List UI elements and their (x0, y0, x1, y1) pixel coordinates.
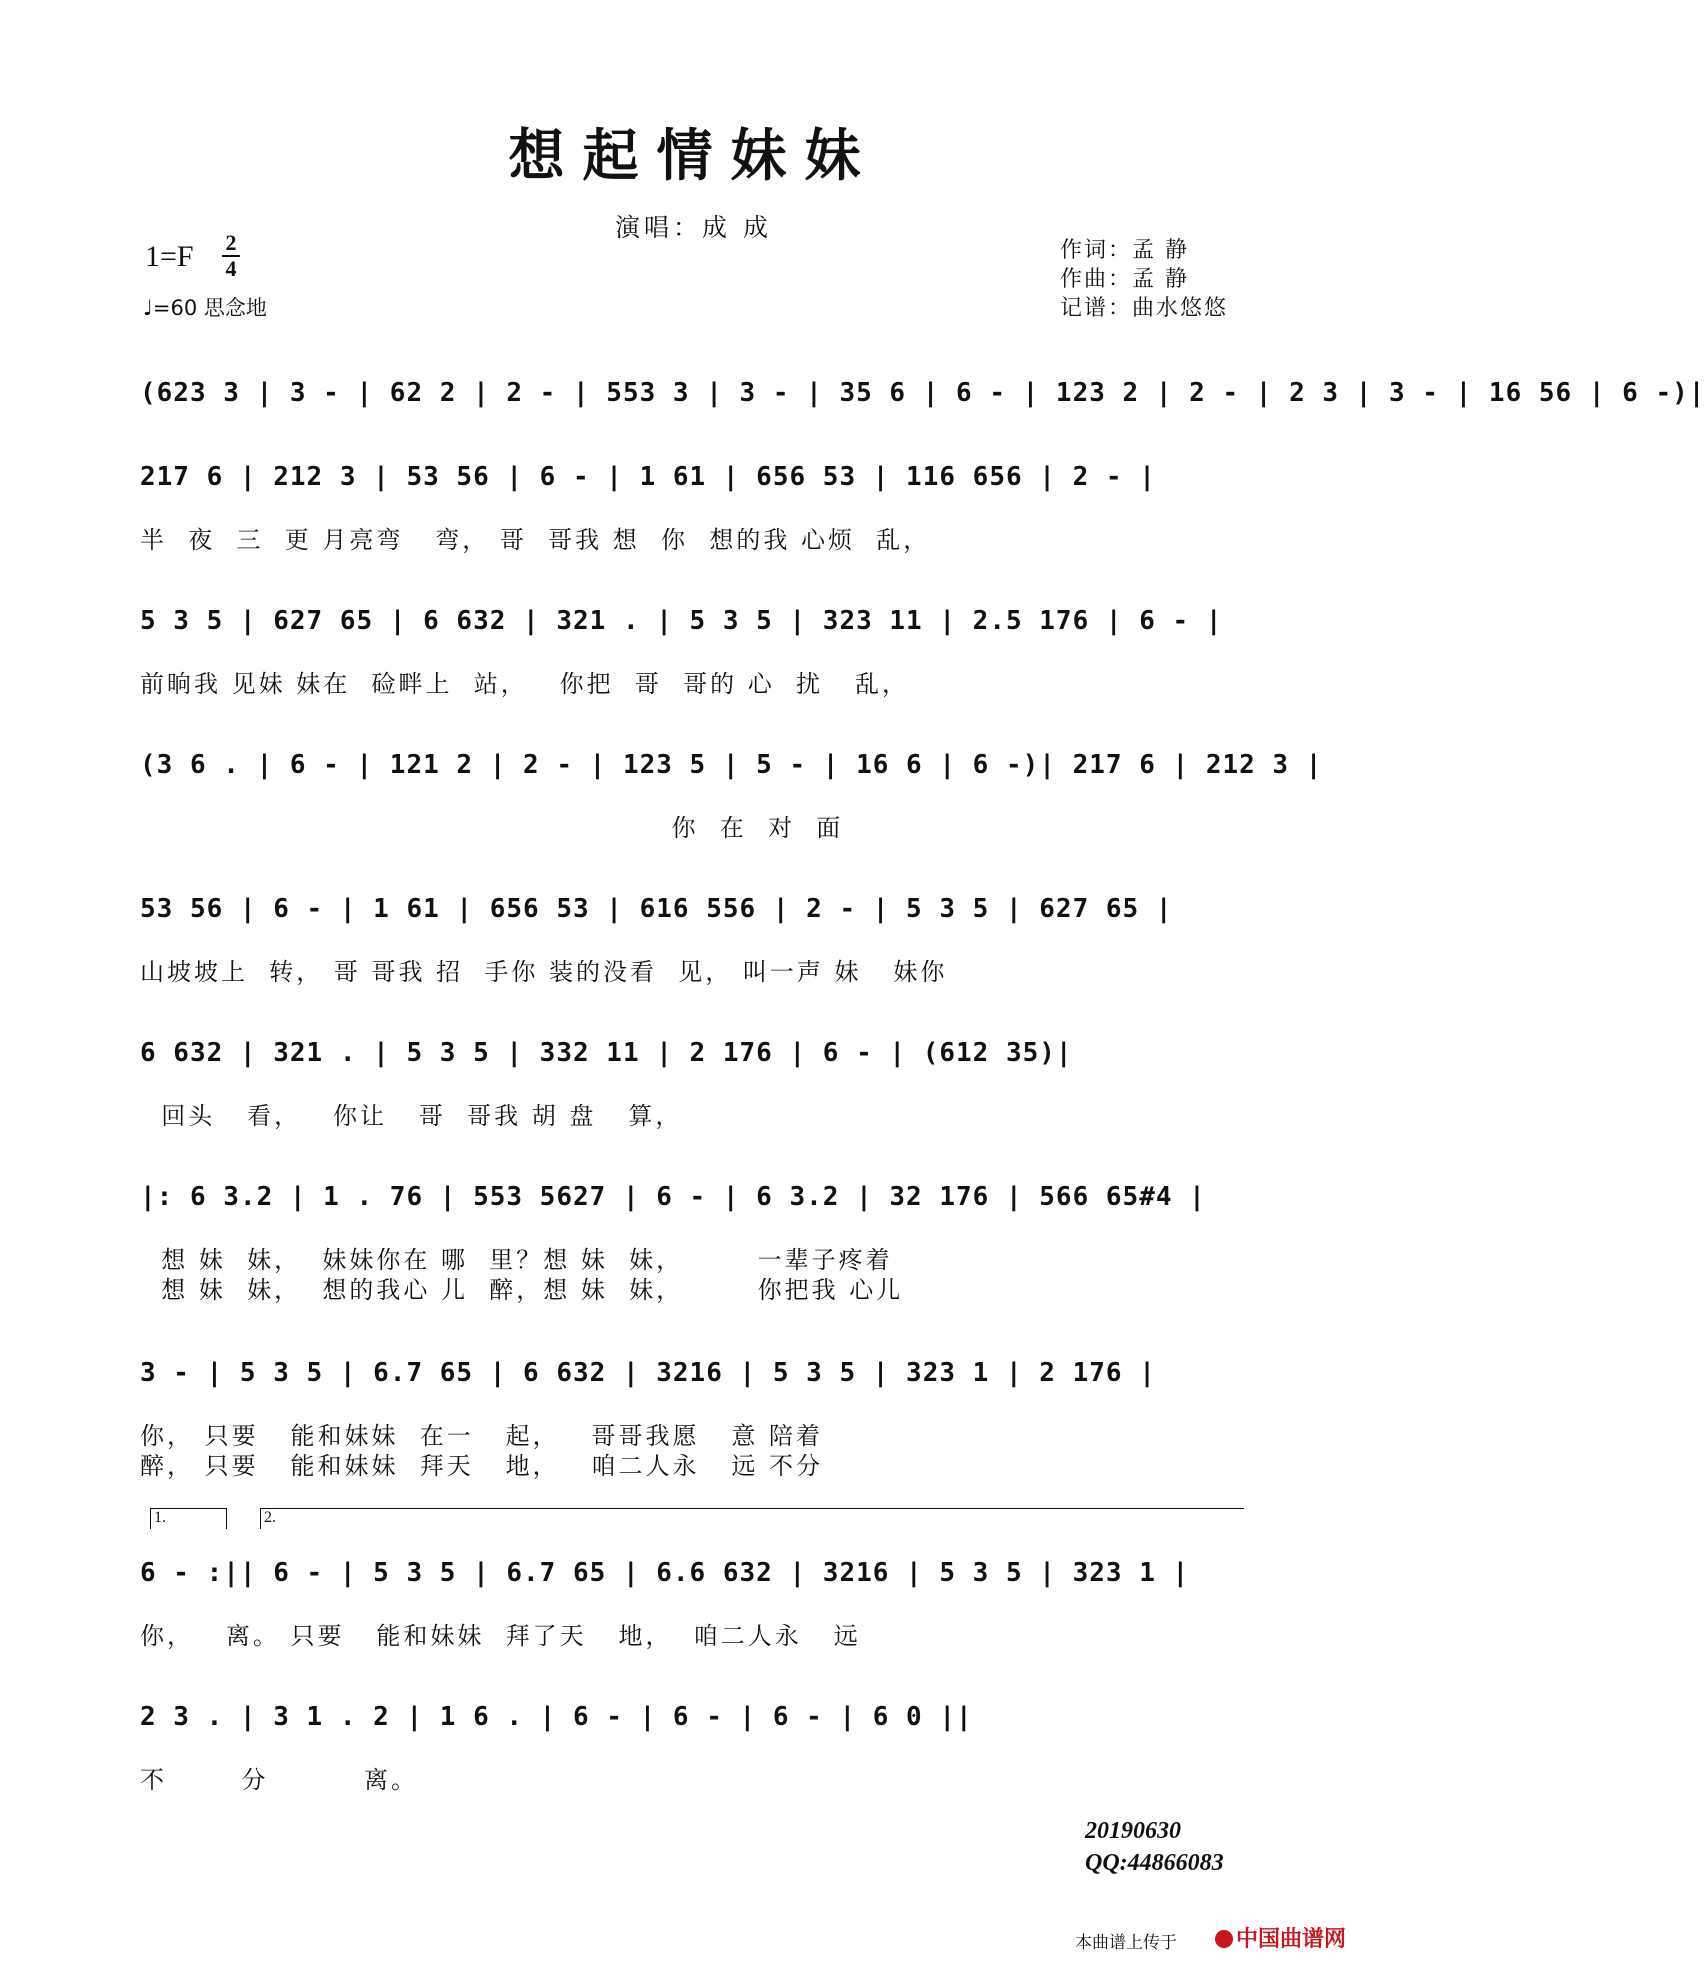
date-stamp: 20190630 (1085, 1818, 1181, 1844)
lyricist-credit: 作词：孟 静 (1060, 238, 1189, 263)
notation-line-1: (623 3 | 3 - | 62 2 | 2 - | 553 3 | 3 - | 35 6 | 6 - | 123 2 | 2 - | 2 3 | 3 - | 16 56 | 6 -)| (140, 378, 1705, 408)
notation-line-4: (3 6 . | 6 - | 121 2 | 2 - | 123 5 | 5 - | 16 6 | 6 -)| 217 6 | 212 3 | (140, 750, 1323, 780)
lyric-line-7-verse-1: 想 妹 妹， 妹妹你在 哪 里？想 妹 妹， 一辈子疼着 (140, 1246, 893, 1274)
notation-line-7: |: 6 3.2 | 1 . 76 | 553 5627 | 6 - | 6 3.2 | 32 176 | 566 65#4 | (140, 1182, 1206, 1212)
first-ending-bracket: 1. (150, 1508, 227, 1529)
time-signature-bottom: 4 (225, 256, 237, 281)
lyric-line-4: 你 在 对 面 (140, 814, 844, 842)
lyric-line-10: 不 分 离。 (140, 1766, 419, 1794)
volta-brackets (150, 1508, 1240, 1538)
notation-line-5: 53 56 | 6 - | 1 61 | 656 53 | 616 556 | 2 - | 5 3 5 | 627 65 | (140, 894, 1173, 924)
upload-note: 本曲谱上传于 (1075, 1933, 1177, 1953)
tempo-marking: ♩=60 思念地 (143, 296, 267, 320)
lyric-line-9: 你， 离。 只要 能和妹妹 拜了天 地， 咱二人永 远 (140, 1622, 861, 1650)
notation-line-10: 2 3 . | 3 1 . 2 | 1 6 . | 6 - | 6 - | 6 - | 6 0 || (140, 1702, 973, 1732)
notation-line-9: 6 - :|| 6 - | 5 3 5 | 6.7 65 | 6.6 632 | 3216 | 5 3 5 | 323 1 | (140, 1558, 1190, 1588)
lyric-line-8-verse-2: 醉， 只要 能和妹妹 拜天 地， 咱二人永 远 不分 (140, 1452, 824, 1480)
lyric-line-6: 回头 看， 你让 哥 哥我 胡 盘 算， (140, 1102, 683, 1130)
lyric-line-7-verse-2: 想 妹 妹， 想的我心 儿 醉，想 妹 妹， 你把我 心儿 (140, 1276, 904, 1304)
transcriber-credit: 记谱：曲水悠悠 (1060, 296, 1229, 321)
time-signature (222, 232, 240, 280)
time-signature-top: 2 (225, 230, 237, 255)
notation-line-3: 5 3 5 | 627 65 | 6 632 | 321 . | 5 3 5 | 323 11 | 2.5 176 | 6 - | (140, 606, 1223, 636)
lyric-line-3: 前晌我 见妹 妹在 硷畔上 站， 你把 哥 哥的 心 扰 乱， (140, 670, 909, 698)
singer-credit: 演唱：成 成 (615, 213, 772, 242)
site-logo-icon (1215, 1930, 1233, 1948)
lyric-line-5: 山坡坡上 转， 哥 哥我 招 手你 装的没看 见， 叫一声 妹 妹你 (140, 958, 948, 986)
qq-contact: QQ:44866083 (1085, 1850, 1224, 1876)
lyric-line-2: 半 夜 三 更 月亮弯 弯， 哥 哥我 想 你 想的我 心烦 乱， (140, 526, 931, 554)
credits-block (1060, 236, 1228, 323)
notation-line-6: 6 632 | 321 . | 5 3 5 | 332 11 | 2 176 | 6 - | (612 35)| (140, 1038, 1073, 1068)
second-ending-bracket: 2. (260, 1508, 1244, 1529)
notation-line-2: 217 6 | 212 3 | 53 56 | 6 - | 1 61 | 656 53 | 116 656 | 2 - | (140, 462, 1156, 492)
site-logo[interactable] (1215, 1922, 1346, 1953)
key-signature: 1=F (145, 240, 194, 273)
score-title: 想起情妹妹 (508, 123, 879, 189)
composer-credit: 作曲：孟 静 (1060, 267, 1189, 292)
site-logo-text: 中国曲谱网 (1236, 1926, 1347, 1951)
notation-line-8: 3 - | 5 3 5 | 6.7 65 | 6 632 | 3216 | 5 3 5 | 323 1 | 2 176 | (140, 1358, 1156, 1388)
lyric-line-8-verse-1: 你， 只要 能和妹妹 在一 起， 哥哥我愿 意 陪着 (140, 1422, 824, 1450)
